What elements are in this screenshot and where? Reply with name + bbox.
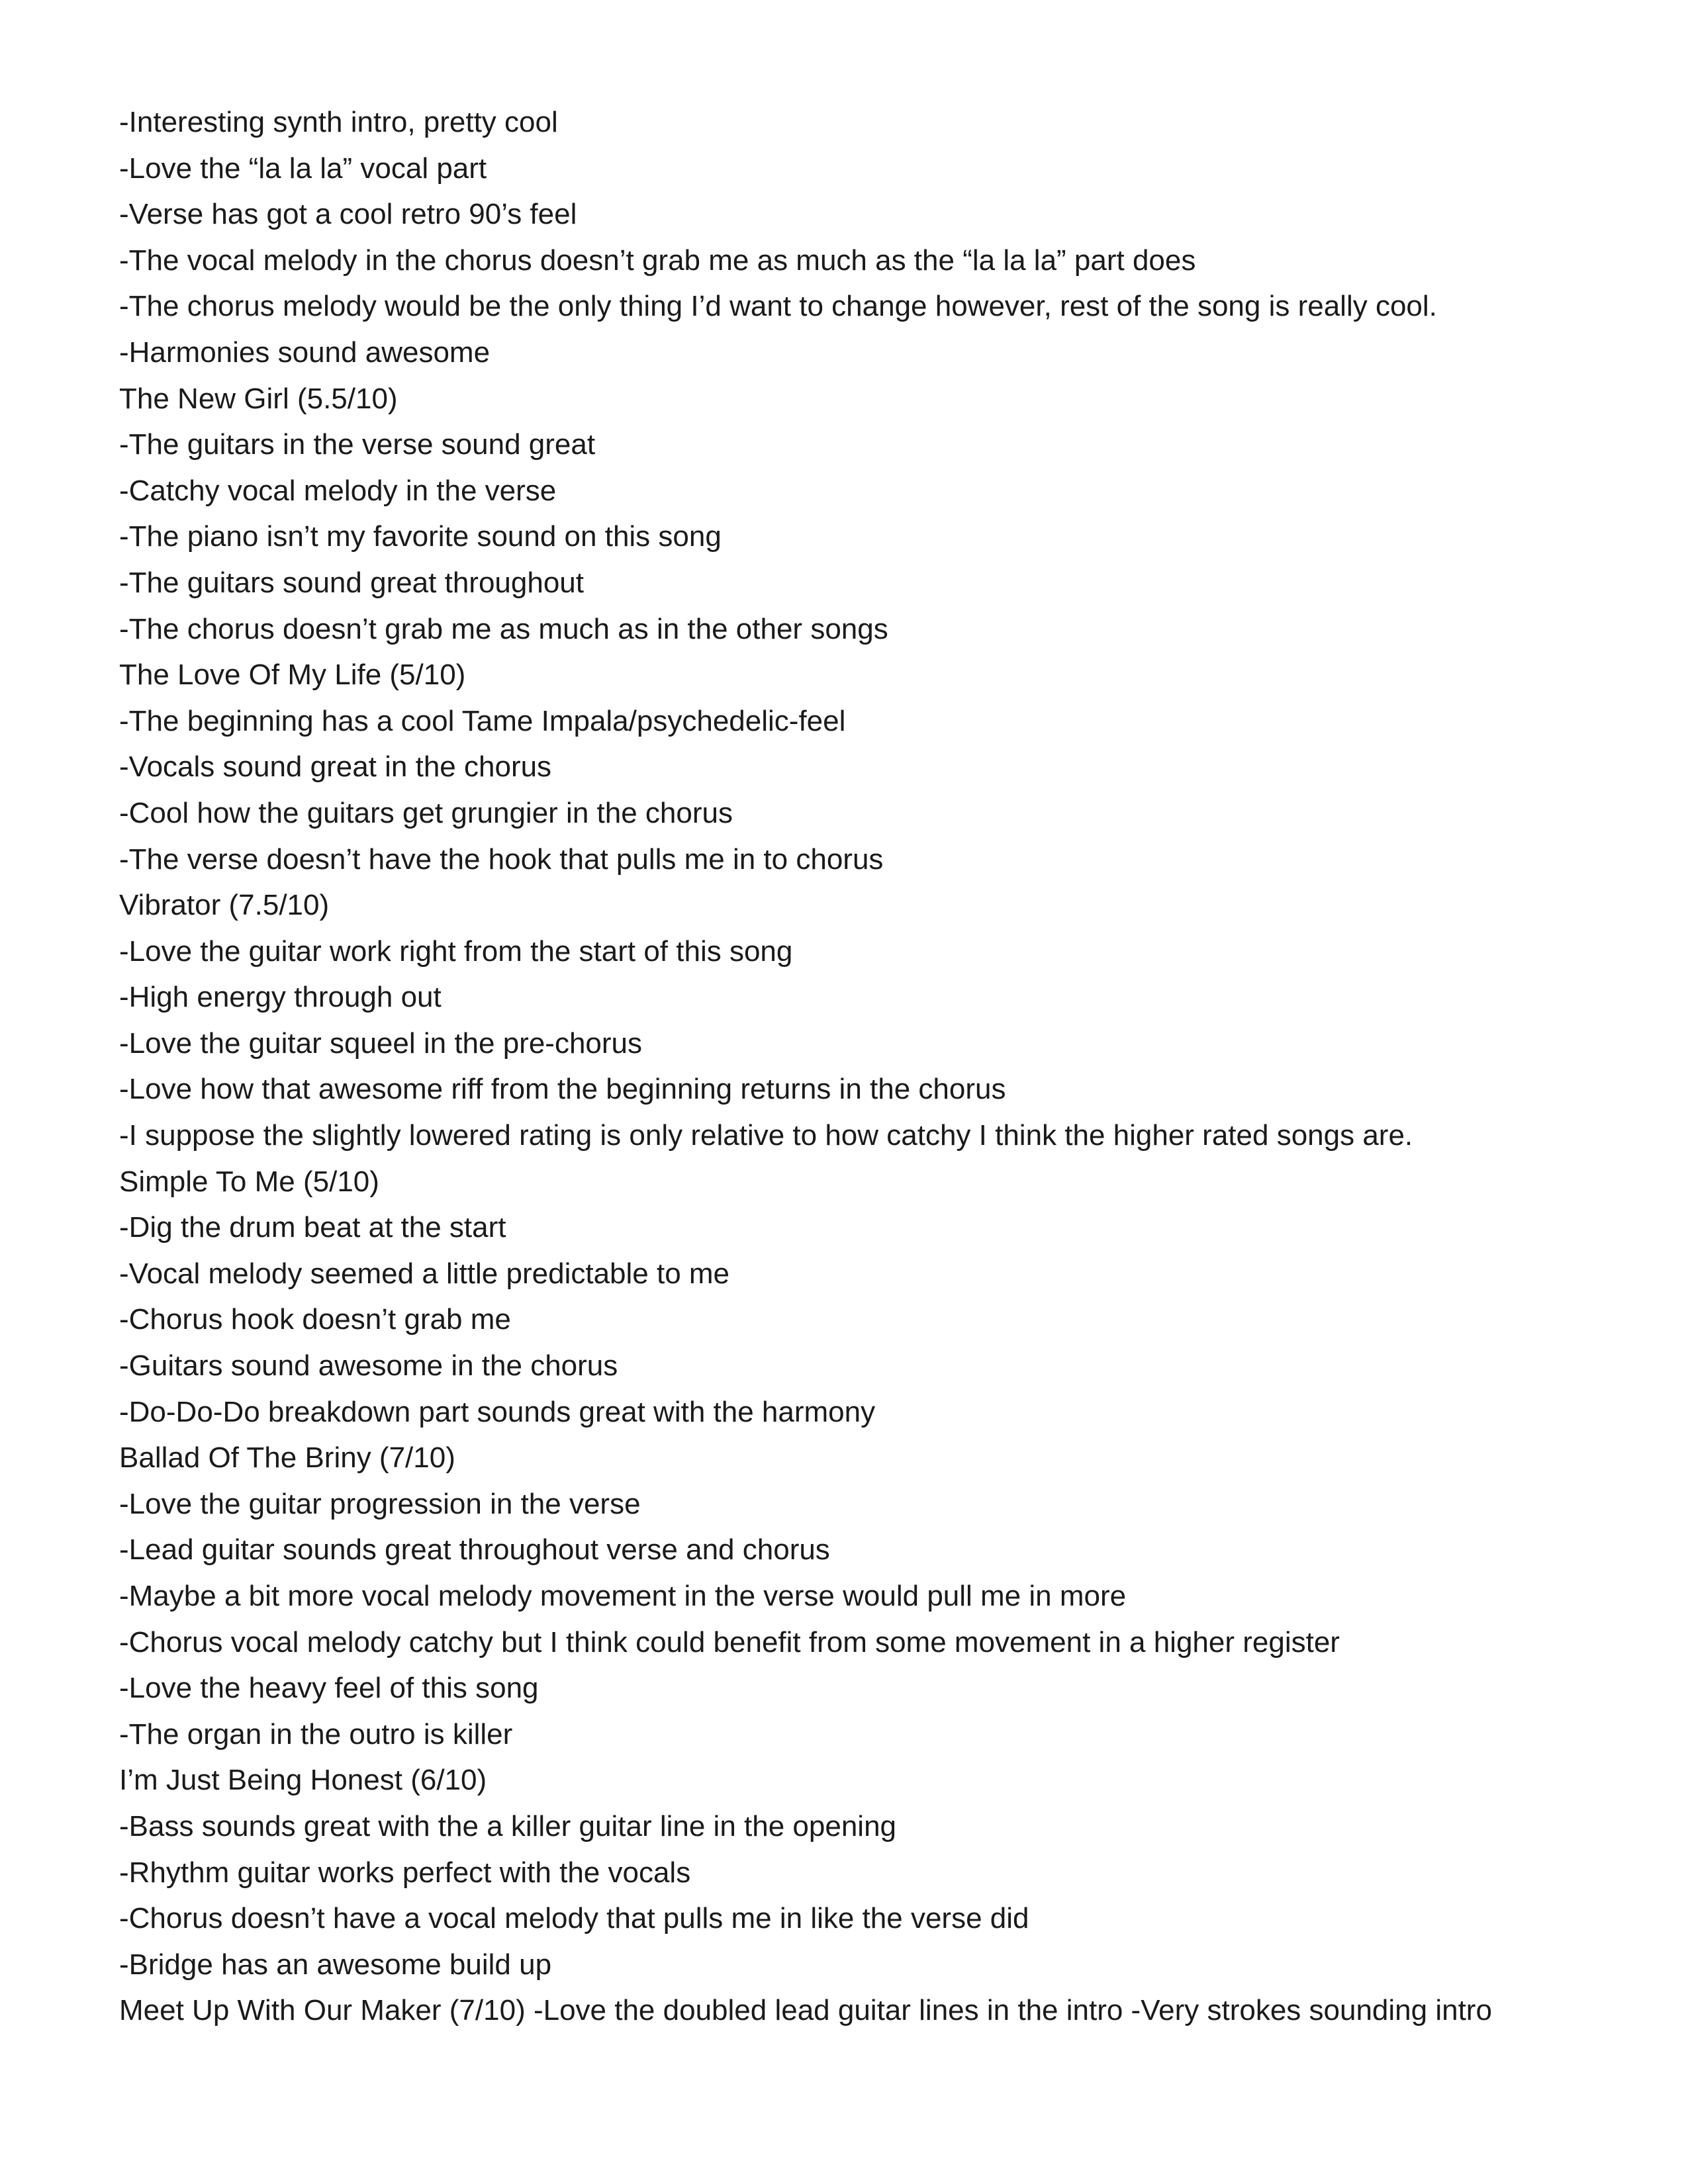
note-line: -Rhythm guitar works perfect with the vocals — [119, 1856, 691, 1889]
notes-body — [119, 99, 1575, 2034]
note-line: -The piano isn’t my favorite sound on this song — [119, 520, 722, 553]
note-line: -Interesting synth intro, pretty cool — [119, 106, 558, 138]
note-line: -The chorus doesn’t grab me as much as in the other songs — [119, 612, 888, 645]
note-line: -Love the “la la la” vocal part — [119, 152, 487, 185]
note-line: -Verse has got a cool retro 90’s feel — [119, 198, 577, 231]
note-line: -The vocal melody in the chorus doesn’t grab me as much as the “la la la” part does — [119, 244, 1196, 277]
note-line: -The verse doesn’t have the hook that pulls me in to chorus — [119, 842, 884, 876]
note-line: -Chorus doesn’t have a vocal melody that pulls me in like the verse did — [119, 1902, 1029, 1935]
song-heading: Vibrator (7.5/10) — [119, 889, 330, 922]
note-line: -The guitars in the verse sound great — [119, 428, 596, 461]
note-line: -Love the guitar progression in the verse — [119, 1487, 641, 1520]
song-heading: The Love Of My Life (5/10) — [119, 659, 466, 692]
note-line: -The guitars sound great throughout — [119, 566, 585, 599]
note-line: -Guitars sound awesome in the chorus — [119, 1349, 618, 1383]
note-line: -Chorus hook doesn’t grab me — [119, 1303, 511, 1336]
note-line: -Love the guitar squeel in the pre-chorus — [119, 1026, 643, 1060]
note-line: -Cool how the guitars get grungier in the chorus — [119, 796, 733, 829]
note-line: -I suppose the slightly lowered rating is only relative to how catchy I think the higher rated songs are. — [119, 1119, 1413, 1152]
song-heading: Meet Up With Our Maker (7/10) -Love the doubled lead guitar lines in the intro -Very strokes sounding intro — [119, 1994, 1492, 2027]
note-line: -The organ in the outro is killer — [119, 1717, 513, 1751]
song-heading: I’m Just Being Honest (6/10) — [119, 1764, 487, 1797]
song-heading: Ballad Of The Briny (7/10) — [119, 1441, 455, 1475]
song-heading: The New Girl (5.5/10) — [119, 382, 398, 415]
note-line: -The chorus melody would be the only thing I’d want to change however, rest of the song is really cool. — [119, 290, 1437, 323]
note-line: -Catchy vocal melody in the verse — [119, 474, 557, 507]
note-line: -Bass sounds great with the a killer guitar line in the opening — [119, 1809, 897, 1843]
note-line: -Lead guitar sounds great throughout verse and chorus — [119, 1533, 830, 1567]
note-line: -Vocal melody seemed a little predictable to me — [119, 1257, 730, 1290]
note-line: -Bridge has an awesome build up — [119, 1948, 552, 1981]
note-line: -Love the heavy feel of this song — [119, 1672, 539, 1705]
note-line: -Do-Do-Do breakdown part sounds great with the harmony — [119, 1395, 876, 1428]
note-line: -Maybe a bit more vocal melody movement in the verse would pull me in more — [119, 1580, 1127, 1612]
note-line: -Vocals sound great in the chorus — [119, 751, 552, 784]
song-heading: Simple To Me (5/10) — [119, 1165, 379, 1198]
note-line: -Love the guitar work right from the start of this song — [119, 934, 793, 968]
note-line: -High energy through out — [119, 981, 442, 1014]
note-line: -The beginning has a cool Tame Impala/psychedelic-feel — [119, 704, 846, 737]
note-line: -Love how that awesome riff from the beginning returns in the chorus — [119, 1073, 1006, 1106]
note-line: -Chorus vocal melody catchy but I think could benefit from some movement in a higher register — [119, 1625, 1340, 1659]
note-line: -Harmonies sound awesome — [119, 336, 491, 369]
note-line: -Dig the drum beat at the start — [119, 1211, 506, 1244]
